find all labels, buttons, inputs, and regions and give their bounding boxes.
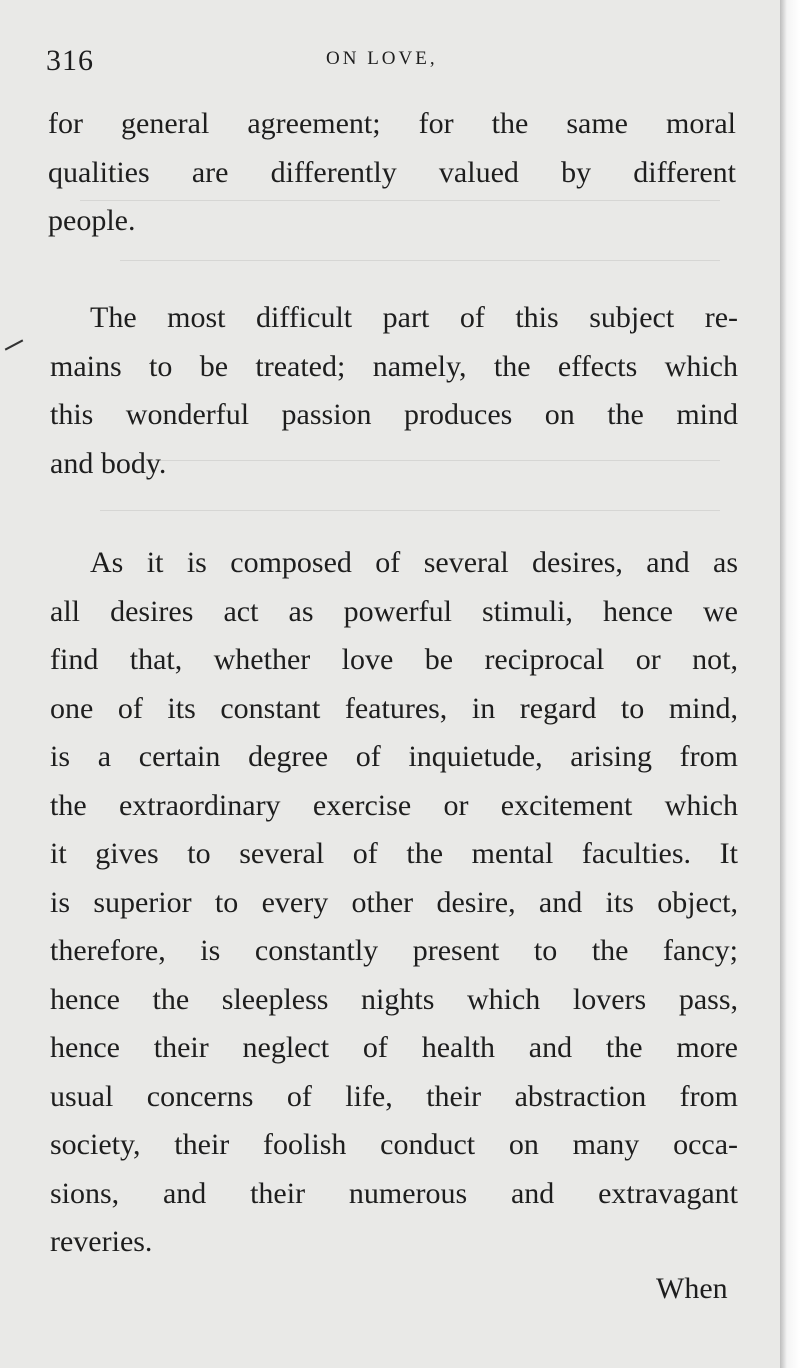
text-line: As it is composed of several desires, and as	[90, 546, 738, 579]
text-line: qualities are differently valued by different	[48, 155, 736, 189]
page-number: 316	[46, 44, 94, 77]
text-line: find that, whether love be reciprocal or not,	[50, 643, 738, 676]
text-line: mains to be treated; namely, the effects which	[50, 349, 738, 383]
text-line: hence their neglect of health and the more	[50, 1031, 738, 1064]
text-line: is a certain degree of inquietude, arising from	[50, 740, 738, 773]
text-line: the extraordinary exercise or excitement which	[50, 788, 738, 822]
text-line: sions, and their numerous and extravagant	[50, 1176, 738, 1210]
paragraph-2	[50, 294, 738, 488]
text-line: all desires act as powerful stimuli, hence we	[50, 594, 738, 628]
margin-pencil-mark	[5, 339, 24, 350]
paragraph-1	[48, 100, 736, 246]
text-line: therefore, is constantly present to the fancy;	[50, 934, 738, 967]
catchword: When	[656, 1272, 728, 1305]
text-line: one of its constant features, in regard to mind,	[50, 691, 738, 725]
text-line: this wonderful passion produces on the mind	[50, 398, 738, 431]
text-line: society, their foolish conduct on many occa-	[50, 1128, 738, 1161]
text-line: for general agreement; for the same moral	[48, 107, 736, 140]
text-line: usual concerns of life, their abstraction from	[50, 1079, 738, 1113]
text-line: it gives to several of the mental faculties. It	[50, 837, 738, 870]
page-edge	[780, 0, 800, 1368]
text-line: is superior to every other desire, and its object,	[50, 885, 738, 919]
text-line: and body.	[50, 446, 167, 480]
paragraph-3	[50, 539, 738, 1267]
running-title: ON LOVE,	[326, 48, 438, 69]
text-line: The most difficult part of this subject re-	[90, 301, 738, 334]
text-line: reveries.	[50, 1225, 153, 1258]
text-line: people.	[48, 204, 136, 237]
text-line: hence the sleepless nights which lovers pass,	[50, 982, 738, 1016]
